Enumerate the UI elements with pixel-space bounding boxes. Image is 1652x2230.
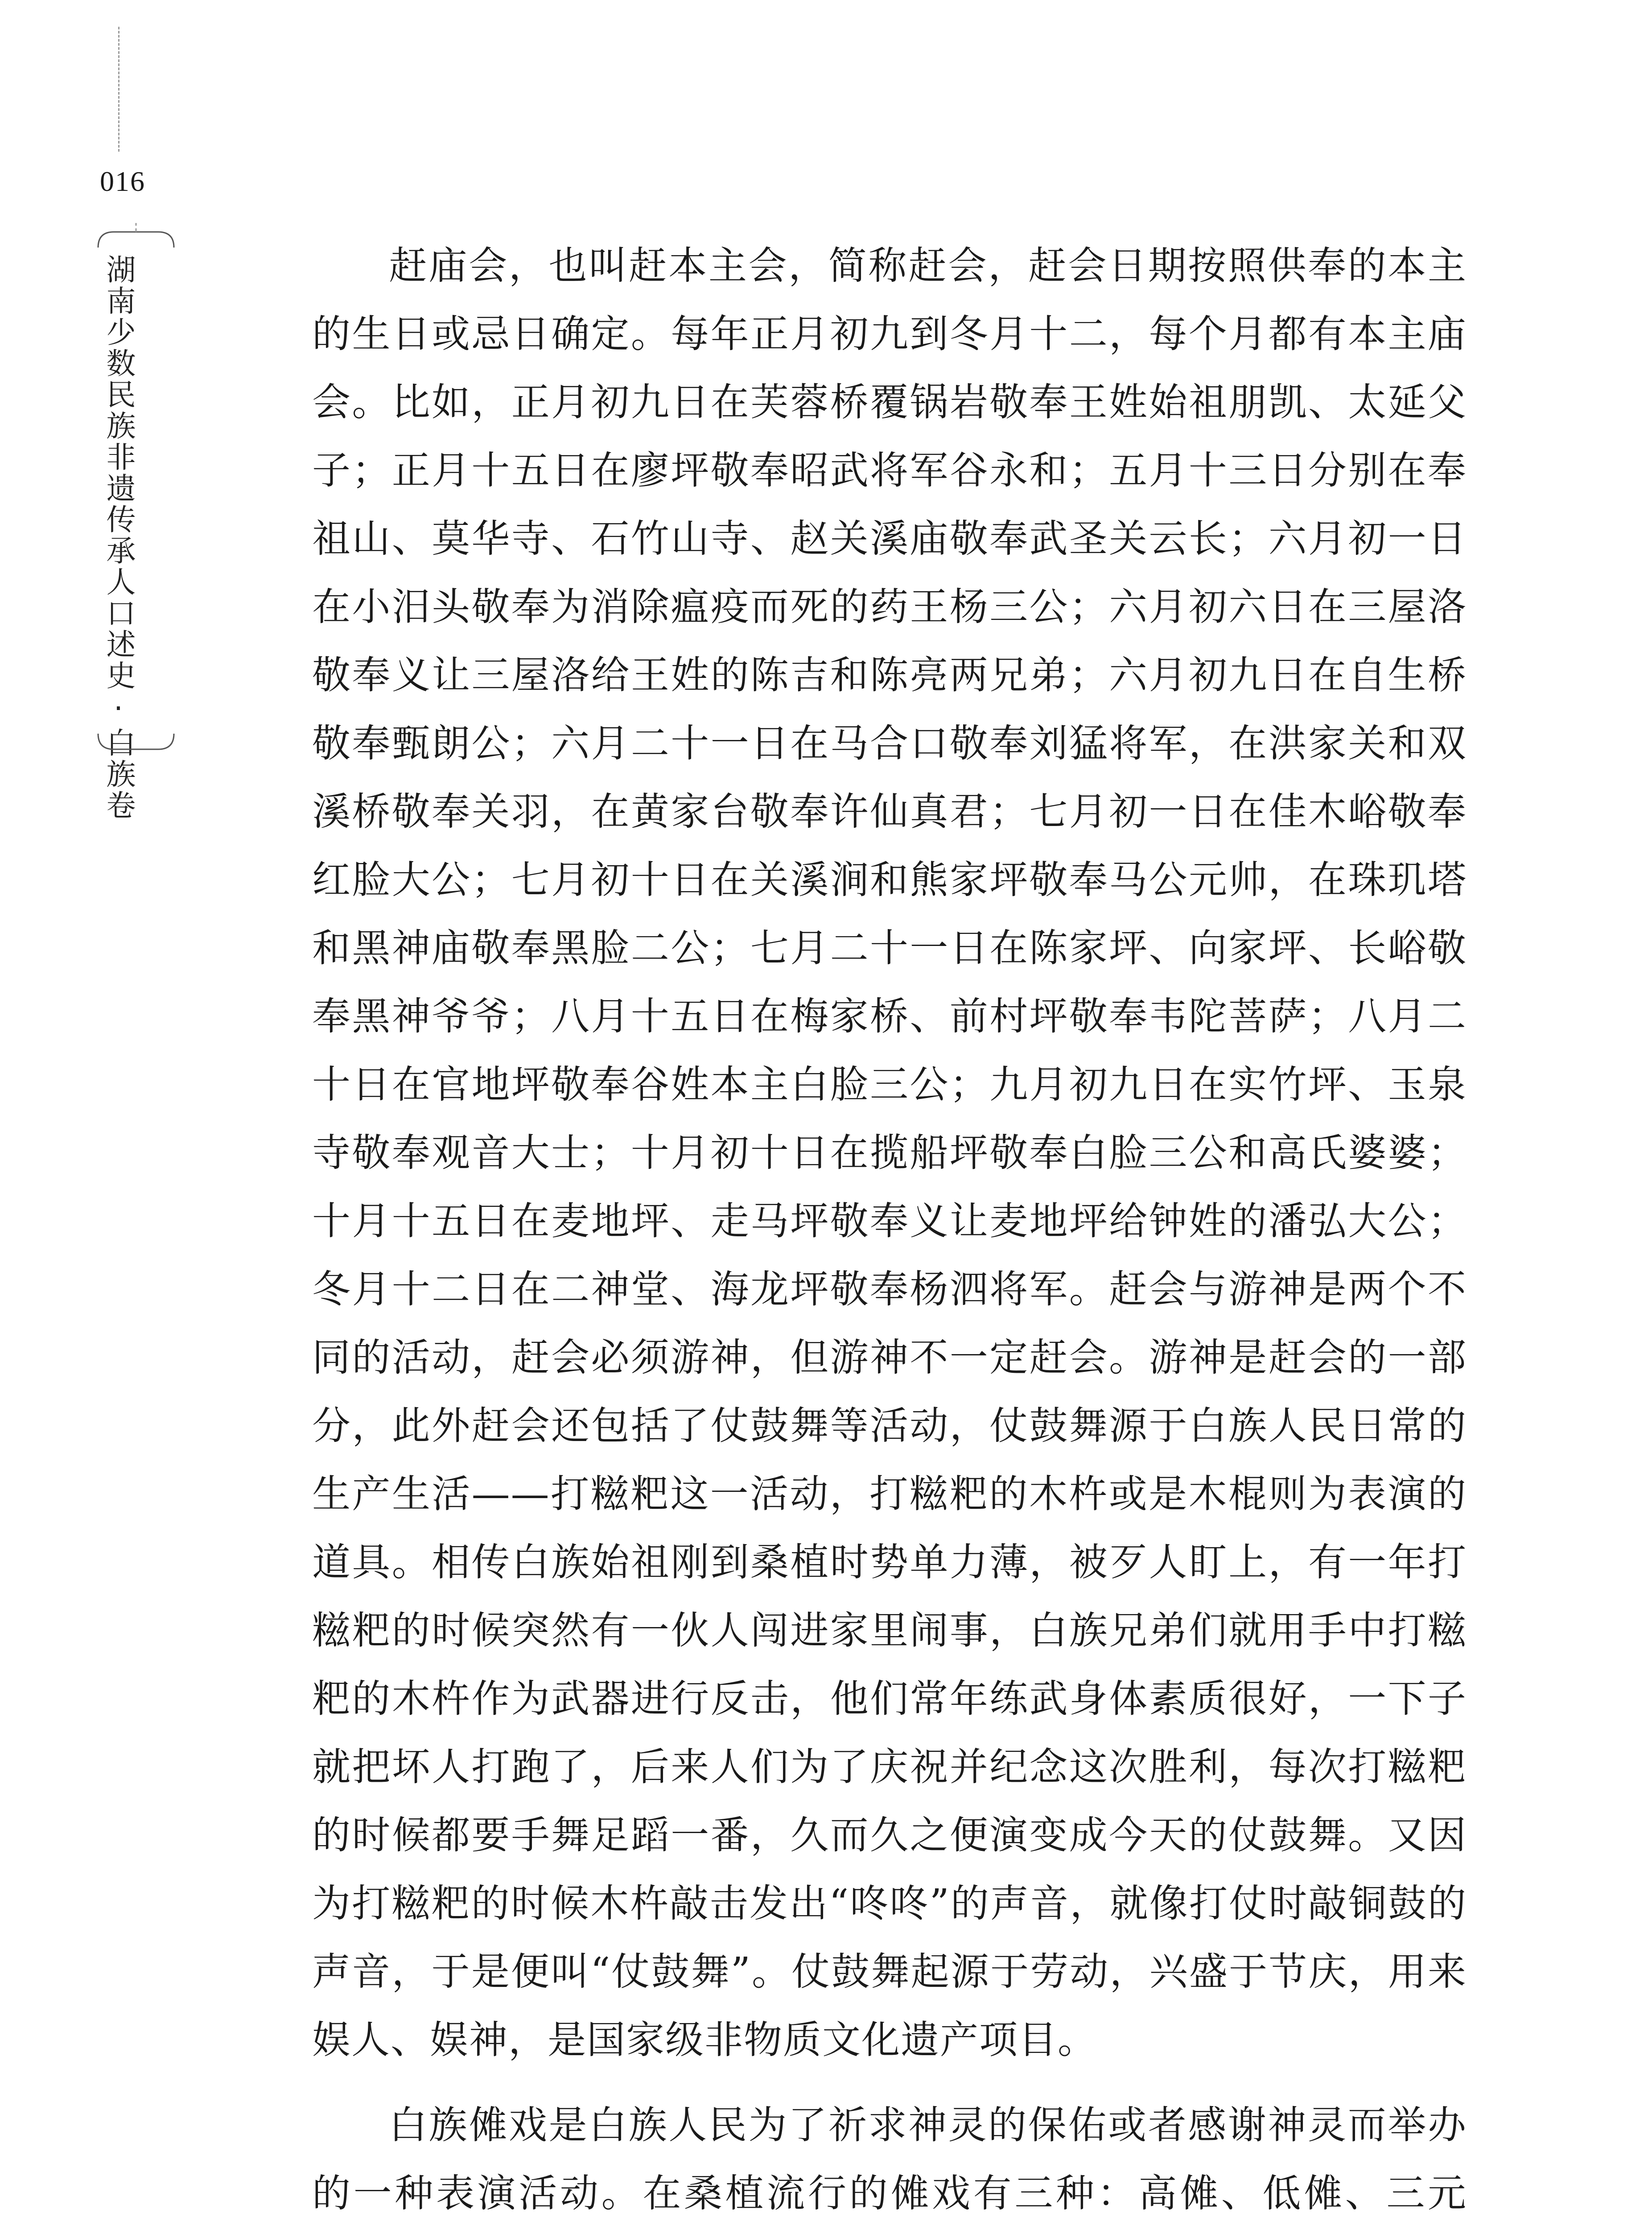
paragraph-1: 赶庙会，也叫赶本主会，简称赶会，赶会日期按照供奉的本主的生日或忌日确定。每年正月初九到冬月十二，每个月都有本主庙会。比如，正月初九日在芙蓉桥覆锅岩敬奉王姓始祖朋凯、太延父子；正月十五日在廖坪敬奉昭武将军谷永和；五月十三日分别在奉祖山、莫华寺、石竹山寺、赵关溪庙敬奉武圣关云长；六月初一日在小汨头敬奉为消除瘟疫而死的药王杨三公；六月初六日在三屋洛敬奉义让三屋洛给王姓的陈吉和陈亮两兄弟；六月初九日在自生桥敬奉甄朗公；六月二十一日在马合口敬奉刘猛将军，在洪家关和双溪桥敬奉关羽，在黄家台敬奉许仙真君；七月初一日在佳木峪敬奉红脸大公；七月初十日在关溪涧和熊家坪敬奉马公元帅，在珠玑塔和黑神庙敬奉黑脸二公；七月二十一日在陈家坪、向家坪、长峪敬奉黑神爷爷；八月十五日在梅家桥、前村坪敬奉韦陀菩萨；八月二十日在官地坪敬奉谷姓本主白脸三公；九月初九日在实竹坪、玉泉寺敬奉观音大士；十月初十日在揽船坪敬奉白脸三公和高氏婆婆；十月十五日在麦地坪、走马坪敬奉义让麦地坪给钟姓的潘弘大公；冬月十二日在二神堂、海龙坪敬奉杨泗将军。赶会与游神是两个不同的活动，赶会必须游神，但游神不一定赶会。游神是赶会的一部分，此外赶会还包括了仗鼓舞等活动，仗鼓舞源于白族人民日常的生产生活——打糍粑这一活动，打糍粑的木杵或是木棍则为表演的道具。相传白族始祖刚到桑植时势单力薄，被歹人盯上，有一年打糍粑的时候突然有一伙人闯进家里闹事，白族兄弟们就用手中打糍粑的木杵作为武器进行反击，他们常年练武身体素质很好，一下子就把坏人打跑了，后来人们为了庆祝并纪念这次胜利，每次打糍粑的时候都要手舞足蹈一番，久而久之便演变成今天的仗鼓舞。又因为打糍粑的时候木杵敲击发出“咚咚”的声音，就像打仗时敲铜鼓的声音，于是便叫“仗鼓舞”。仗鼓舞起源于劳动，兴盛于节庆，用来娱人、娱神，是国家级非物质文化遗产项目。 — [312, 244, 1467, 2062]
title-bracket-top — [94, 223, 192, 250]
margin-column — [76, 0, 165, 821]
margin-dashed-rule — [118, 27, 119, 152]
paragraph-2: 白族傩戏是白族人民为了祈求神灵的保佑或者感谢神灵而举办的一种表演活动。在桑植流行的傩戏有三种：高傩、低傩、三元 — [312, 2103, 1467, 2216]
body-text — [312, 232, 1467, 2230]
title-bracket-bottom — [94, 731, 192, 758]
page-number: 016 — [100, 165, 145, 197]
series-title: 湖南少数民族非遗传承人口述史·白族卷 — [101, 254, 136, 821]
